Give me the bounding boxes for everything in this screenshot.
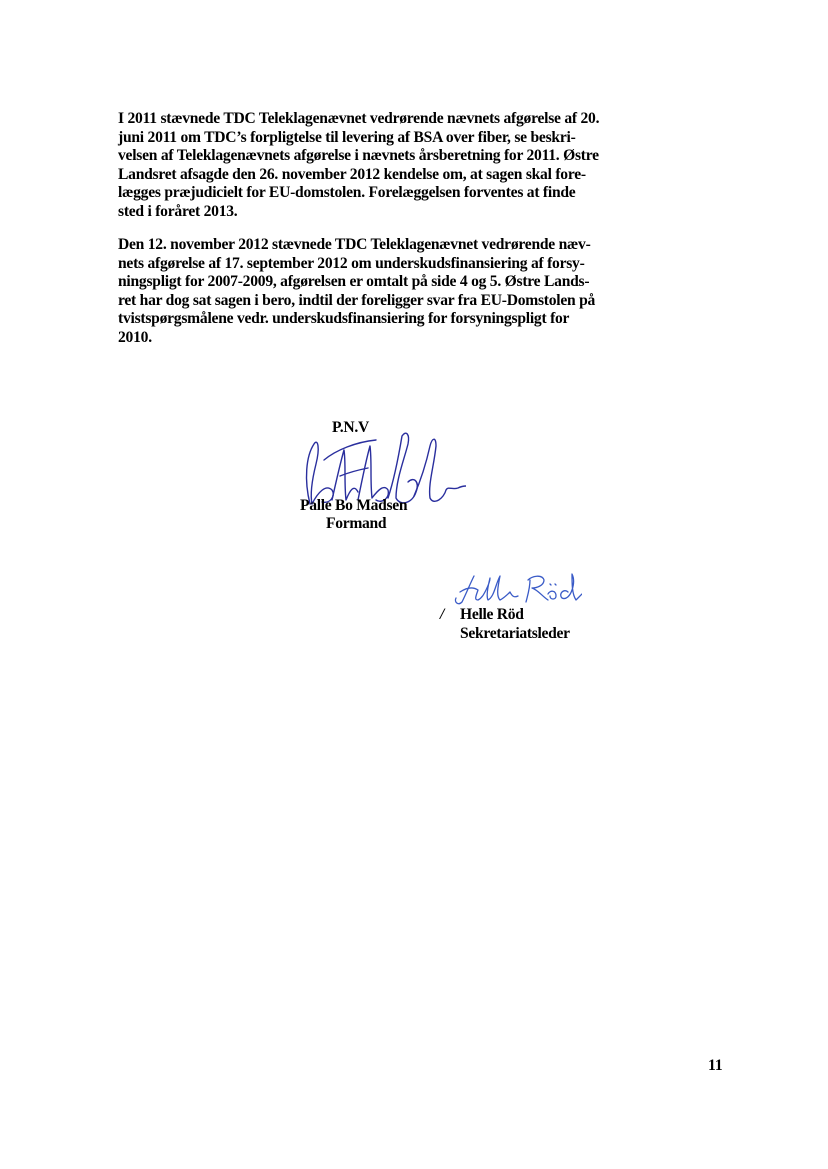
paragraph-line: lægges præjudicielt for EU-domstolen. Forelæggelsen forventes at finde xyxy=(118,184,576,202)
handwritten-signature-helle-rod xyxy=(452,570,582,606)
body-paragraph-1 xyxy=(118,110,618,222)
paragraph-line: sted i foråret 2013. xyxy=(118,202,238,220)
paragraph-line: 2010. xyxy=(118,328,152,346)
paragraph-line: ningspligt for 2007-2009, afgørelsen er omtalt på side 4 og 5. Østre Lands- xyxy=(118,273,590,291)
paragraph-line: velsen af Teleklagenævnets afgørelse i nævnets årsberetning for 2011. Østre xyxy=(118,147,599,165)
chairman-name: Palle Bo Madsen xyxy=(300,497,408,514)
paragraph-line: Den 12. november 2012 stævnede TDC Teleklagenævnet vedrørende næv- xyxy=(118,236,591,253)
signature-prefix: P.N.V xyxy=(332,419,369,436)
chairman-title: Formand xyxy=(326,515,387,532)
signature-marker: / xyxy=(440,606,445,623)
paragraph-line: nets afgørelse af 17. september 2012 om underskudsfinansiering af forsy- xyxy=(118,254,585,272)
paragraph-line: tvistspørgsmålene vedr. underskudsfinansiering for forsyningspligt for xyxy=(118,310,570,328)
paragraph-line: Landsret afsagde den 26. november 2012 kendelse om, at sagen skal fore- xyxy=(118,165,586,183)
secretariat-signature-block xyxy=(436,570,606,650)
page-number: 11 xyxy=(708,1057,723,1074)
secretariat-leader-title: Sekretariatsleder xyxy=(460,625,570,642)
secretariat-leader-name: Helle Röd xyxy=(460,606,524,623)
paragraph-line: juni 2011 om TDC’s forpligtelse til levering af BSA over fiber, se beskri- xyxy=(118,128,576,146)
paragraph-line: ret har dog sat sagen i bero, indtil der foreligger svar fra EU-Domstolen på xyxy=(118,291,596,309)
body-paragraph-2 xyxy=(118,236,618,348)
chairman-signature-block xyxy=(296,416,476,536)
paragraph-line: I 2011 stævnede TDC Teleklagenævnet vedrørende nævnets afgørelse af 20. xyxy=(118,110,600,127)
